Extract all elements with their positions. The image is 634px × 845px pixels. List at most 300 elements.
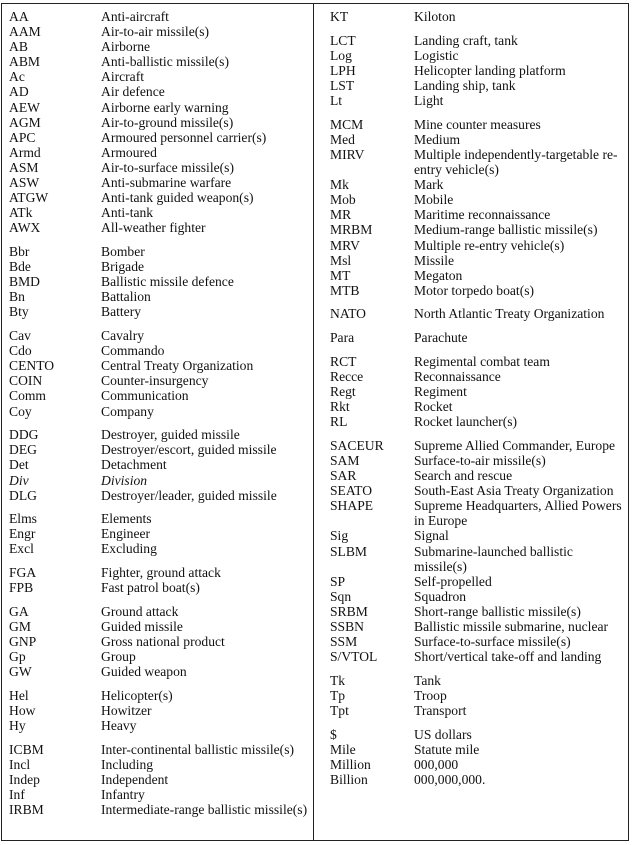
definition: Rocket launcher(s)	[414, 414, 518, 430]
abbreviation: Lt	[330, 93, 343, 109]
abbreviation: Tpt	[330, 703, 349, 719]
abbreviation-entry	[330, 574, 626, 589]
abbreviation: IRBM	[9, 802, 44, 818]
entry-group	[330, 354, 626, 429]
entry-group	[330, 9, 626, 24]
definition: Light	[414, 93, 444, 109]
definition: Motor torpedo boat(s)	[414, 282, 535, 298]
abbreviation: RCT	[330, 353, 357, 369]
entry-group	[9, 688, 311, 733]
abbreviation-entry	[330, 177, 626, 192]
abbreviation: ABM	[9, 54, 40, 70]
definition: Submarine-launched ballistic missile(s)	[414, 543, 573, 574]
abbreviation: MRV	[330, 237, 360, 253]
abbreviation: Tp	[330, 688, 346, 703]
abbreviation: LCT	[330, 32, 356, 48]
abbreviation-entry	[9, 511, 311, 526]
abbreviation: Hy	[9, 718, 26, 734]
definition: Helicopter(s)	[101, 688, 173, 703]
definition: Rocket	[414, 399, 453, 415]
abbreviation: Bn	[9, 289, 25, 305]
definition: Supreme Allied Commander, Europe	[414, 437, 616, 453]
entry-group	[330, 330, 626, 345]
definition: Surface-to-surface missile(s)	[414, 634, 571, 650]
abbreviation: SSBN	[330, 619, 365, 635]
abbreviation-entry	[330, 619, 626, 634]
abbreviation: AA	[9, 9, 29, 24]
definition: Ballistic missile defence	[101, 274, 234, 290]
definition: Battalion	[101, 289, 151, 305]
abbreviation-entry	[330, 192, 626, 207]
definition: Surface-to-air missile(s)	[414, 453, 546, 468]
abbreviation-entry	[330, 369, 626, 384]
abbreviation-entry	[9, 54, 311, 69]
definition: Short/vertical take-off and landing	[414, 649, 602, 665]
entry-group	[9, 328, 311, 419]
entry-group	[330, 673, 626, 718]
abbreviation-entry	[9, 115, 311, 130]
abbreviation-entry	[330, 117, 626, 132]
abbreviation-entry	[9, 619, 311, 634]
definition: Multiple re-entry vehicle(s)	[414, 237, 565, 253]
abbreviation: ATGW	[9, 190, 49, 206]
abbreviation: LPH	[330, 62, 356, 78]
abbreviation: Excl	[9, 541, 34, 557]
definition: Engineer	[101, 526, 151, 542]
abbreviation: Mile	[330, 741, 356, 757]
definition: Transport	[414, 703, 467, 719]
definition: Gross national product	[101, 634, 225, 650]
abbreviation: DDG	[9, 427, 39, 443]
definition: Central Treaty Organization	[101, 358, 254, 374]
abbreviation: Cdo	[9, 343, 32, 359]
definition: Anti-aircraft	[101, 9, 169, 24]
definition: Signal	[414, 528, 449, 544]
definition: Ballistic missile submarine, nuclear	[414, 619, 609, 635]
abbreviation-entry	[9, 772, 311, 787]
abbreviation-entry	[9, 427, 311, 442]
definition: Including	[101, 756, 154, 772]
entry-group	[9, 742, 311, 817]
entry-group	[9, 9, 311, 235]
abbreviation-entry	[330, 742, 626, 757]
abbreviation: Inf	[9, 787, 25, 803]
definition: Missile	[414, 252, 455, 268]
abbreviation-entry	[9, 190, 311, 205]
abbreviation-entry	[330, 589, 626, 604]
definition: Air-to-air missile(s)	[101, 24, 210, 40]
abbreviation-entry	[9, 580, 311, 595]
abbreviation: MCM	[330, 116, 364, 132]
abbreviation-entry	[9, 160, 311, 175]
definition: Regiment	[414, 384, 467, 400]
definition: Anti-tank guided weapon(s)	[101, 190, 254, 206]
abbreviation-entry	[9, 289, 311, 304]
abbreviation: Bty	[9, 304, 29, 320]
definition: Regimental combat team	[414, 353, 550, 369]
abbreviation-entry	[330, 453, 626, 468]
definition: Destroyer/escort, guided missile	[101, 442, 277, 458]
definition: Helicopter landing platform	[414, 62, 566, 78]
abbreviation: SLBM	[330, 543, 368, 559]
abbreviation: Det	[9, 457, 29, 473]
definition: Detachment	[101, 457, 167, 473]
entry-group	[330, 306, 626, 321]
definition: Parachute	[414, 330, 468, 346]
definition: Destroyer/leader, guided missile	[101, 487, 277, 503]
abbreviation: Armd	[9, 144, 41, 160]
definition: Group	[101, 649, 136, 665]
definition: Intermediate-range ballistic missile(s)	[101, 802, 308, 818]
definition: Logistic	[414, 47, 459, 63]
abbreviation: Mk	[330, 177, 349, 193]
abbreviation-entry	[330, 78, 626, 93]
definition: Anti-ballistic missile(s)	[101, 54, 229, 70]
abbreviation: Billion	[330, 772, 368, 788]
abbreviation-entry	[9, 358, 311, 373]
abbreviation: SP	[330, 573, 346, 589]
abbreviation: SAM	[330, 453, 360, 468]
abbreviation-entry	[9, 39, 311, 54]
definition: Elements	[101, 511, 152, 527]
abbreviation: FPB	[9, 580, 34, 596]
definition: Air-to-ground missile(s)	[101, 114, 234, 130]
abbreviation-entry	[9, 328, 311, 343]
abbreviation-entry	[9, 473, 311, 488]
abbreviation: AD	[9, 84, 29, 100]
abbreviation: SAR	[330, 468, 357, 484]
abbreviation: Tk	[330, 672, 346, 688]
abbreviation-entry	[330, 634, 626, 649]
abbreviation: GA	[9, 603, 29, 619]
abbreviation: ASM	[9, 159, 39, 175]
abbreviation-entry	[330, 207, 626, 222]
abbreviation-entry	[330, 63, 626, 78]
abbreviation-entry	[9, 688, 311, 703]
abbreviation: GNP	[9, 634, 37, 650]
abbreviation: ASW	[9, 175, 40, 191]
abbreviation-entry	[330, 757, 626, 772]
abbreviation: FGA	[9, 565, 37, 581]
definition: Armoured personnel carrier(s)	[101, 129, 267, 145]
definition: South-East Asia Treaty Organization	[414, 483, 614, 499]
definition: Megaton	[414, 267, 463, 283]
abbreviation: Incl	[9, 756, 31, 772]
definition: 000,000,000.	[414, 772, 486, 788]
definition: Independent	[101, 772, 169, 788]
definition: Anti-tank	[101, 205, 154, 221]
abbreviation-entry	[9, 175, 311, 190]
abbreviation-entry	[9, 565, 311, 580]
entry-group	[330, 438, 626, 664]
abbreviation: SSM	[330, 634, 358, 650]
abbreviation: APC	[9, 129, 36, 145]
abbreviation-entry	[9, 244, 311, 259]
abbreviation: Gp	[9, 649, 26, 665]
abbreviation: SEATO	[330, 483, 373, 499]
definition: Aircraft	[101, 69, 145, 85]
abbreviation-entry	[9, 274, 311, 289]
definition: Kiloton	[414, 9, 456, 24]
abbreviation-entry	[330, 253, 626, 268]
abbreviation: DEG	[9, 442, 37, 458]
abbreviation-entry	[330, 604, 626, 619]
abbreviation-entry	[9, 604, 311, 619]
abbreviation-entry	[330, 468, 626, 483]
abbreviation-entry	[330, 703, 626, 718]
definition: Battery	[101, 304, 142, 320]
abbreviation-entry	[330, 238, 626, 253]
definition: Statute mile	[414, 741, 480, 757]
abbreviation: AGM	[9, 114, 41, 130]
definition: Fast patrol boat(s)	[101, 580, 200, 596]
abbreviation: Bde	[9, 259, 31, 275]
entry-group	[9, 511, 311, 556]
definition: Communication	[101, 388, 189, 404]
abbreviation: MTB	[330, 282, 360, 298]
definition: Guided missile	[101, 619, 183, 635]
abbreviation: Coy	[9, 403, 32, 419]
abbreviation: DLG	[9, 487, 37, 503]
abbreviation: Comm	[9, 388, 47, 404]
abbreviation-entry	[9, 205, 311, 220]
definition: Airborne early warning	[101, 99, 229, 115]
entry-group	[330, 117, 626, 298]
abbreviation-entry	[330, 222, 626, 237]
abbreviation: KT	[330, 9, 349, 24]
abbreviation: AEW	[9, 99, 40, 115]
definition: Ground attack	[101, 603, 179, 619]
definition: Reconnaissance	[414, 368, 501, 384]
abbreviation: Indep	[9, 772, 40, 788]
definition: Multiple independently-targetable re-entry vehicle(s)	[414, 146, 618, 178]
abbreviation-entry	[330, 438, 626, 453]
abbreviation: SRBM	[330, 603, 368, 619]
abbreviation: NATO	[330, 306, 367, 322]
abbreviation-entry	[330, 772, 626, 787]
definition: 000,000	[414, 756, 459, 772]
abbreviation: MRBM	[330, 222, 373, 238]
abbreviation-entry	[330, 727, 626, 742]
abbreviation: S/VTOL	[330, 649, 378, 665]
entry-group	[330, 33, 626, 108]
definition: Cavalry	[101, 328, 145, 344]
right-column	[330, 9, 626, 787]
abbreviation-entry	[9, 457, 311, 472]
abbreviation-entry	[9, 664, 311, 679]
abbreviation-entry	[330, 688, 626, 703]
abbreviation: ATk	[9, 205, 33, 221]
abbreviation: Hel	[9, 688, 29, 703]
abbreviation: RL	[330, 414, 348, 430]
definition: Destroyer, guided missile	[101, 427, 240, 443]
definition: Commando	[101, 343, 165, 359]
left-column	[9, 9, 311, 817]
abbreviation: AAM	[9, 24, 41, 40]
abbreviation: CENTO	[9, 358, 55, 374]
abbreviation: Mob	[330, 192, 356, 208]
definition: Company	[101, 403, 154, 419]
column-divider	[313, 3, 314, 841]
abbreviation-entry	[9, 442, 311, 457]
abbreviation-entry	[9, 488, 311, 503]
abbreviation: GM	[9, 619, 31, 635]
definition: US dollars	[414, 726, 472, 742]
abbreviation-entry	[330, 9, 626, 24]
definition: Howitzer	[101, 703, 152, 719]
abbreviation-entry	[9, 259, 311, 274]
abbreviation: Recce	[330, 368, 364, 384]
abbreviation: Million	[330, 756, 371, 772]
abbreviation-entry	[330, 93, 626, 108]
abbreviation-entry	[9, 742, 311, 757]
definition: Medium-range ballistic missile(s)	[414, 222, 598, 238]
definition: Mobile	[414, 192, 454, 208]
definition: Counter-insurgency	[101, 373, 209, 389]
abbreviation-entry	[330, 673, 626, 688]
abbreviation-entry	[9, 703, 311, 718]
definition: Anti-submarine warfare	[101, 175, 232, 191]
abbreviation: Med	[330, 131, 355, 147]
abbreviation: GW	[9, 664, 32, 680]
definition: Short-range ballistic missile(s)	[414, 603, 581, 619]
definition: North Atlantic Treaty Organization	[414, 306, 605, 322]
definition: Maritime reconnaissance	[414, 207, 551, 223]
definition: Mark	[414, 177, 444, 193]
abbreviation-entry	[330, 649, 626, 664]
abbreviation-entry	[330, 528, 626, 543]
abbreviation-entry	[9, 145, 311, 160]
abbreviation-entry	[9, 541, 311, 556]
abbreviation-entry	[330, 33, 626, 48]
abbreviation: LST	[330, 77, 355, 93]
abbreviation-entry	[9, 649, 311, 664]
entry-group	[9, 427, 311, 502]
abbreviation: Sig	[330, 528, 349, 544]
definition: Tank	[414, 672, 441, 688]
definition: Bomber	[101, 244, 145, 259]
abbreviation: AB	[9, 39, 28, 55]
abbreviation-entry	[330, 268, 626, 283]
entry-group	[330, 727, 626, 787]
abbreviation-entry	[330, 544, 626, 574]
definition: Landing ship, tank	[414, 77, 516, 93]
abbreviation: Elms	[9, 511, 37, 527]
abbreviation-entry	[9, 634, 311, 649]
definition: Troop	[414, 688, 447, 703]
abbreviation-entry	[9, 757, 311, 772]
definition: Armoured	[101, 144, 157, 160]
definition: Mine counter measures	[414, 116, 541, 132]
definition: Heavy	[101, 718, 137, 734]
abbreviation-entry	[330, 414, 626, 429]
abbreviation: Div	[9, 472, 29, 488]
abbreviation-entry	[9, 9, 311, 24]
abbreviation-entry	[330, 483, 626, 498]
definition: Self-propelled	[414, 573, 492, 589]
abbreviation-entry	[9, 100, 311, 115]
definition: Brigade	[101, 259, 145, 275]
abbreviation: Msl	[330, 252, 352, 268]
definition: Fighter, ground attack	[101, 565, 221, 581]
abbreviation: SHAPE	[330, 498, 374, 514]
definition: Squadron	[414, 588, 467, 604]
abbreviation: AWX	[9, 220, 41, 236]
definition: Search and rescue	[414, 468, 513, 484]
abbreviation: Bbr	[9, 244, 30, 259]
abbreviation: Sqn	[330, 588, 352, 604]
abbreviation-entry	[330, 498, 626, 528]
abbreviation: Ac	[9, 69, 25, 85]
abbreviation: BMD	[9, 274, 40, 290]
abbreviation: MIRV	[330, 146, 365, 162]
abbreviation: Rkt	[330, 399, 350, 415]
abbreviation-entry	[9, 220, 311, 235]
abbreviation-entry	[330, 132, 626, 147]
definition: Landing craft, tank	[414, 32, 518, 48]
definition: Excluding	[101, 541, 157, 557]
abbreviation: $	[330, 726, 337, 742]
abbreviation: Log	[330, 47, 352, 63]
definition: All-weather fighter	[101, 220, 206, 236]
definition: Air-to-surface missile(s)	[101, 159, 234, 175]
abbreviation-entry	[330, 384, 626, 399]
abbreviation-entry	[9, 787, 311, 802]
entry-group	[9, 565, 311, 595]
definition: Supreme Headquarters, Allied Powers in Europe	[414, 498, 622, 529]
abbreviation-entry	[9, 130, 311, 145]
abbreviation-entry	[9, 404, 311, 419]
abbreviation-entry	[330, 48, 626, 63]
definition: Airborne	[101, 39, 151, 55]
abbreviation: MR	[330, 207, 352, 223]
definition: Inter-continental ballistic missile(s)	[101, 741, 295, 757]
abbreviation-entry	[330, 399, 626, 414]
abbreviation-entry	[9, 24, 311, 39]
definition: Air defence	[101, 84, 165, 100]
abbreviation-entry	[9, 388, 311, 403]
abbreviation-entry	[9, 69, 311, 84]
abbreviation-entry	[9, 802, 311, 817]
abbreviation-entry	[330, 330, 626, 345]
abbreviation-entry	[9, 526, 311, 541]
abbreviation-entry	[330, 147, 626, 177]
abbreviation-entry	[330, 283, 626, 298]
entry-group	[9, 244, 311, 319]
abbreviation-entry	[9, 343, 311, 358]
abbreviation: COIN	[9, 373, 43, 389]
definition: Division	[101, 472, 148, 488]
abbreviation-entry	[9, 373, 311, 388]
abbreviation: Engr	[9, 526, 36, 542]
abbreviation: ICBM	[9, 741, 44, 757]
abbreviation: MT	[330, 267, 351, 283]
definition: Guided weapon	[101, 664, 187, 680]
abbreviation-entry	[9, 84, 311, 99]
abbreviation: SACEUR	[330, 437, 384, 453]
abbreviation-entry	[9, 718, 311, 733]
abbreviation-entry	[330, 306, 626, 321]
abbreviation-entry	[9, 304, 311, 319]
abbreviation: Para	[330, 330, 355, 346]
entry-group	[9, 604, 311, 679]
abbreviation: How	[9, 703, 36, 719]
definition: Medium	[414, 131, 461, 147]
abbreviation-entry	[330, 354, 626, 369]
abbreviation: Cav	[9, 328, 31, 344]
abbreviation: Regt	[330, 384, 356, 400]
definition: Infantry	[101, 787, 145, 803]
